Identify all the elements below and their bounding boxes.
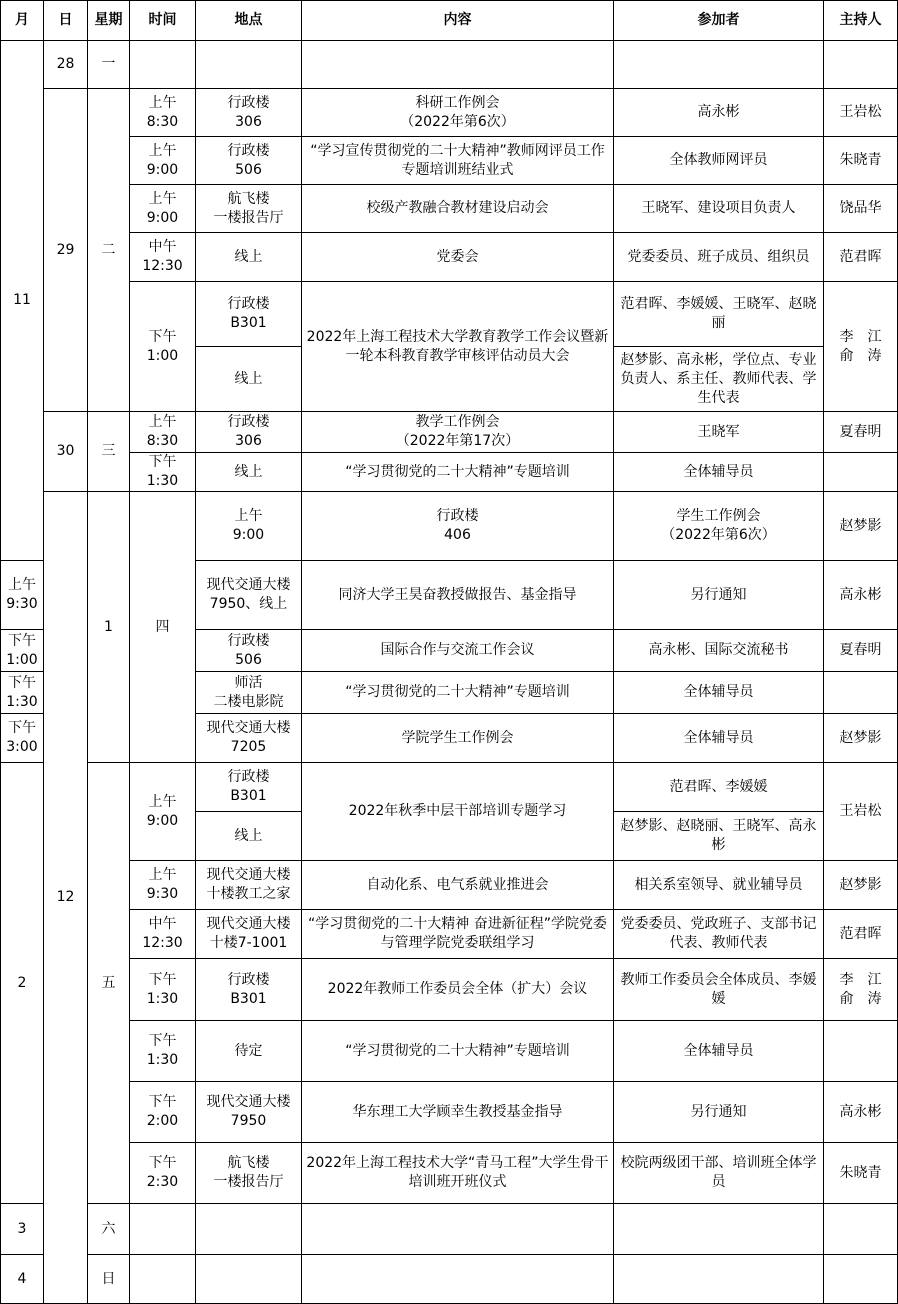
day-cell: 2	[1, 763, 44, 1204]
participants-cell: 全体教师网评员	[614, 137, 824, 185]
time-cell: 上午 9:30	[130, 861, 196, 910]
participants-cell: 王晓军	[614, 412, 824, 453]
participants-cell: 党委委员、班子成员、组织员	[614, 233, 824, 282]
header-location: 地点	[196, 1, 302, 41]
host-cell: 李 江 俞 涛	[824, 282, 898, 412]
host-cell: 朱晓青	[824, 1143, 898, 1204]
content-cell: 同济大学王昊奋教授做报告、基金指导	[302, 561, 614, 630]
table-row	[1, 233, 898, 282]
header-time: 时间	[130, 1, 196, 41]
host-cell	[824, 1255, 898, 1304]
participants-cell: 王晓军、建设项目负责人	[614, 185, 824, 233]
content-cell: 教学工作例会 （2022年第17次）	[302, 412, 614, 453]
location-cell: 航飞楼 一楼报告厅	[196, 185, 302, 233]
content-cell: 学院学生工作例会	[302, 714, 614, 763]
content-cell: 2022年秋季中层干部培训专题学习	[302, 763, 614, 861]
time-cell: 上午 9:00	[130, 137, 196, 185]
participants-cell: 校院两级团干部、培训班全体学员	[614, 1143, 824, 1204]
table-row	[1, 763, 898, 812]
table-row	[1, 89, 898, 137]
participants-cell: 范君晖、李媛媛	[614, 763, 824, 812]
weekday-cell: 五	[88, 763, 130, 1204]
location-cell: 行政楼 B301	[196, 282, 302, 347]
content-cell	[302, 41, 614, 89]
location-cell	[196, 1204, 302, 1255]
content-cell: 国际合作与交流工作会议	[302, 630, 614, 672]
location-cell: 行政楼 B301	[196, 959, 302, 1021]
content-cell: “学习贯彻党的二十大精神”专题培训	[302, 1021, 614, 1082]
location-cell: 航飞楼 一楼报告厅	[196, 1143, 302, 1204]
header-month: 月	[1, 1, 44, 41]
participants-cell	[614, 1255, 824, 1304]
participants-cell: 高永彬	[614, 89, 824, 137]
location-cell	[196, 41, 302, 89]
weekday-cell: 六	[88, 1204, 130, 1255]
table-row	[1, 959, 898, 1021]
content-cell: 2022年上海工程技术大学“青马工程”大学生骨干培训班开班仪式	[302, 1143, 614, 1204]
weekday-cell: 一	[88, 41, 130, 89]
table-row	[1, 412, 898, 453]
content-cell: 华东理工大学顾幸生教授基金指导	[302, 1082, 614, 1143]
host-cell	[824, 1204, 898, 1255]
content-cell: 2022年教师工作委员会全体（扩大）会议	[302, 959, 614, 1021]
time-cell: 下午 1:00	[130, 282, 196, 412]
host-cell: 夏春明	[824, 412, 898, 453]
time-cell: 上午 9:00	[196, 492, 302, 561]
time-cell: 上午 8:30	[130, 89, 196, 137]
header-weekday: 星期	[88, 1, 130, 41]
header-participants: 参加者	[614, 1, 824, 41]
time-cell	[130, 1255, 196, 1304]
content-cell: 校级产教融合教材建设启动会	[302, 185, 614, 233]
content-cell: “学习贯彻党的二十大精神”专题培训	[302, 453, 614, 492]
content-cell: 2022年上海工程技术大学教育教学工作会议暨新一轮本科教育教学审核评估动员大会	[302, 282, 614, 412]
time-cell: 下午 1:30	[130, 453, 196, 492]
time-cell: 下午 1:30	[1, 672, 44, 714]
host-cell: 范君晖	[824, 910, 898, 959]
location-cell: 现代交通大楼 7205	[196, 714, 302, 763]
host-cell: 王岩松	[824, 763, 898, 861]
host-cell: 高永彬	[824, 561, 898, 630]
time-cell	[130, 1204, 196, 1255]
host-cell: 赵梦影	[824, 714, 898, 763]
location-cell: 线上	[196, 347, 302, 412]
table-row	[1, 282, 898, 347]
time-cell: 中午 12:30	[130, 910, 196, 959]
location-cell: 行政楼 B301	[196, 763, 302, 812]
participants-cell: 相关系室领导、就业辅导员	[614, 861, 824, 910]
content-cell: 学生工作例会 （2022年第6次）	[614, 492, 824, 561]
table-row	[1, 492, 898, 561]
header-day: 日	[44, 1, 88, 41]
table-row	[1, 1021, 898, 1082]
day-cell: 28	[44, 41, 88, 89]
header-row	[1, 1, 898, 41]
participants-cell	[614, 1204, 824, 1255]
participants-cell: 另行通知	[614, 1082, 824, 1143]
location-cell: 待定	[196, 1021, 302, 1082]
host-cell: 王岩松	[824, 89, 898, 137]
host-cell: 范君晖	[824, 233, 898, 282]
participants-cell: 赵梦影、赵晓丽、王晓军、高永彬	[614, 812, 824, 861]
table-row	[1, 185, 898, 233]
host-cell: 李 江 俞 涛	[824, 959, 898, 1021]
location-cell: 行政楼 506	[196, 137, 302, 185]
location-cell: 现代交通大楼 7950	[196, 1082, 302, 1143]
content-cell	[302, 1204, 614, 1255]
table-row	[1, 1082, 898, 1143]
participants-cell: 党委委员、党政班子、支部书记代表、教师代表	[614, 910, 824, 959]
host-cell	[824, 453, 898, 492]
time-cell: 下午 1:30	[130, 1021, 196, 1082]
location-cell: 现代交通大楼 十楼7-1001	[196, 910, 302, 959]
location-cell	[196, 1255, 302, 1304]
table-row	[1, 137, 898, 185]
participants-cell: 全体辅导员	[614, 714, 824, 763]
participants-cell: 全体辅导员	[614, 672, 824, 714]
table-row	[1, 1204, 898, 1255]
location-cell: 线上	[196, 453, 302, 492]
header-host: 主持人	[824, 1, 898, 41]
weekday-cell: 四	[130, 492, 196, 763]
weekday-cell: 日	[88, 1255, 130, 1304]
table-row	[1, 1143, 898, 1204]
participants-cell: 范君晖、李媛媛、王晓军、赵晓丽	[614, 282, 824, 347]
host-cell: 饶品华	[824, 185, 898, 233]
participants-cell: 全体辅导员	[614, 1021, 824, 1082]
content-cell: 党委会	[302, 233, 614, 282]
participants-cell: 全体辅导员	[614, 453, 824, 492]
location-cell: 线上	[196, 812, 302, 861]
time-cell: 中午 12:30	[130, 233, 196, 282]
content-cell: “学习宣传贯彻党的二十大精神”教师网评员工作专题培训班结业式	[302, 137, 614, 185]
time-cell: 上午 8:30	[130, 412, 196, 453]
participants-cell: 赵梦影、高永彬，学位点、专业负责人、系主任、教师代表、学生代表	[614, 347, 824, 412]
table-row	[1, 910, 898, 959]
weekday-cell: 二	[88, 89, 130, 412]
location-cell: 行政楼 406	[302, 492, 614, 561]
location-cell: 行政楼 306	[196, 412, 302, 453]
host-cell	[824, 672, 898, 714]
participants-cell: 另行通知	[614, 561, 824, 630]
content-cell	[302, 1255, 614, 1304]
host-cell: 赵梦影	[824, 861, 898, 910]
time-cell: 上午 9:00	[130, 763, 196, 861]
location-cell: 行政楼 506	[196, 630, 302, 672]
day-cell: 4	[1, 1255, 44, 1304]
time-cell	[130, 41, 196, 89]
participants-cell: 教师工作委员会全体成员、李媛媛	[614, 959, 824, 1021]
location-cell: 师活 二楼电影院	[196, 672, 302, 714]
day-cell: 3	[1, 1204, 44, 1255]
time-cell: 上午 9:30	[1, 561, 44, 630]
participants-cell	[614, 41, 824, 89]
time-cell: 下午 1:00	[1, 630, 44, 672]
content-cell: 科研工作例会 （2022年第6次）	[302, 89, 614, 137]
day-cell: 1	[88, 492, 130, 763]
month-cell: 11	[1, 41, 44, 561]
time-cell: 下午 2:30	[130, 1143, 196, 1204]
time-cell: 下午 1:30	[130, 959, 196, 1021]
time-cell: 下午 3:00	[1, 714, 44, 763]
time-cell: 上午 9:00	[130, 185, 196, 233]
location-cell: 现代交通大楼 7950、线上	[196, 561, 302, 630]
host-cell: 夏春明	[824, 630, 898, 672]
content-cell: 自动化系、电气系就业推进会	[302, 861, 614, 910]
table-row	[1, 41, 898, 89]
host-cell: 朱晓青	[824, 137, 898, 185]
content-cell: “学习贯彻党的二十大精神 奋进新征程”学院党委与管理学院党委联组学习	[302, 910, 614, 959]
participants-cell: 赵梦影	[824, 492, 898, 561]
table-row	[1, 861, 898, 910]
host-cell: 高永彬	[824, 1082, 898, 1143]
table-row	[1, 1255, 898, 1304]
weekday-cell: 三	[88, 412, 130, 492]
day-cell: 29	[44, 89, 88, 412]
day-cell: 30	[44, 412, 88, 492]
participants-cell: 高永彬、国际交流秘书	[614, 630, 824, 672]
time-cell: 下午 2:00	[130, 1082, 196, 1143]
host-cell	[824, 1021, 898, 1082]
host-cell	[824, 41, 898, 89]
header-content: 内容	[302, 1, 614, 41]
location-cell: 现代交通大楼 十楼教工之家	[196, 861, 302, 910]
month-cell: 12	[44, 492, 88, 1304]
location-cell: 线上	[196, 233, 302, 282]
content-cell: “学习贯彻党的二十大精神”专题培训	[302, 672, 614, 714]
table-row	[1, 453, 898, 492]
location-cell: 行政楼 306	[196, 89, 302, 137]
